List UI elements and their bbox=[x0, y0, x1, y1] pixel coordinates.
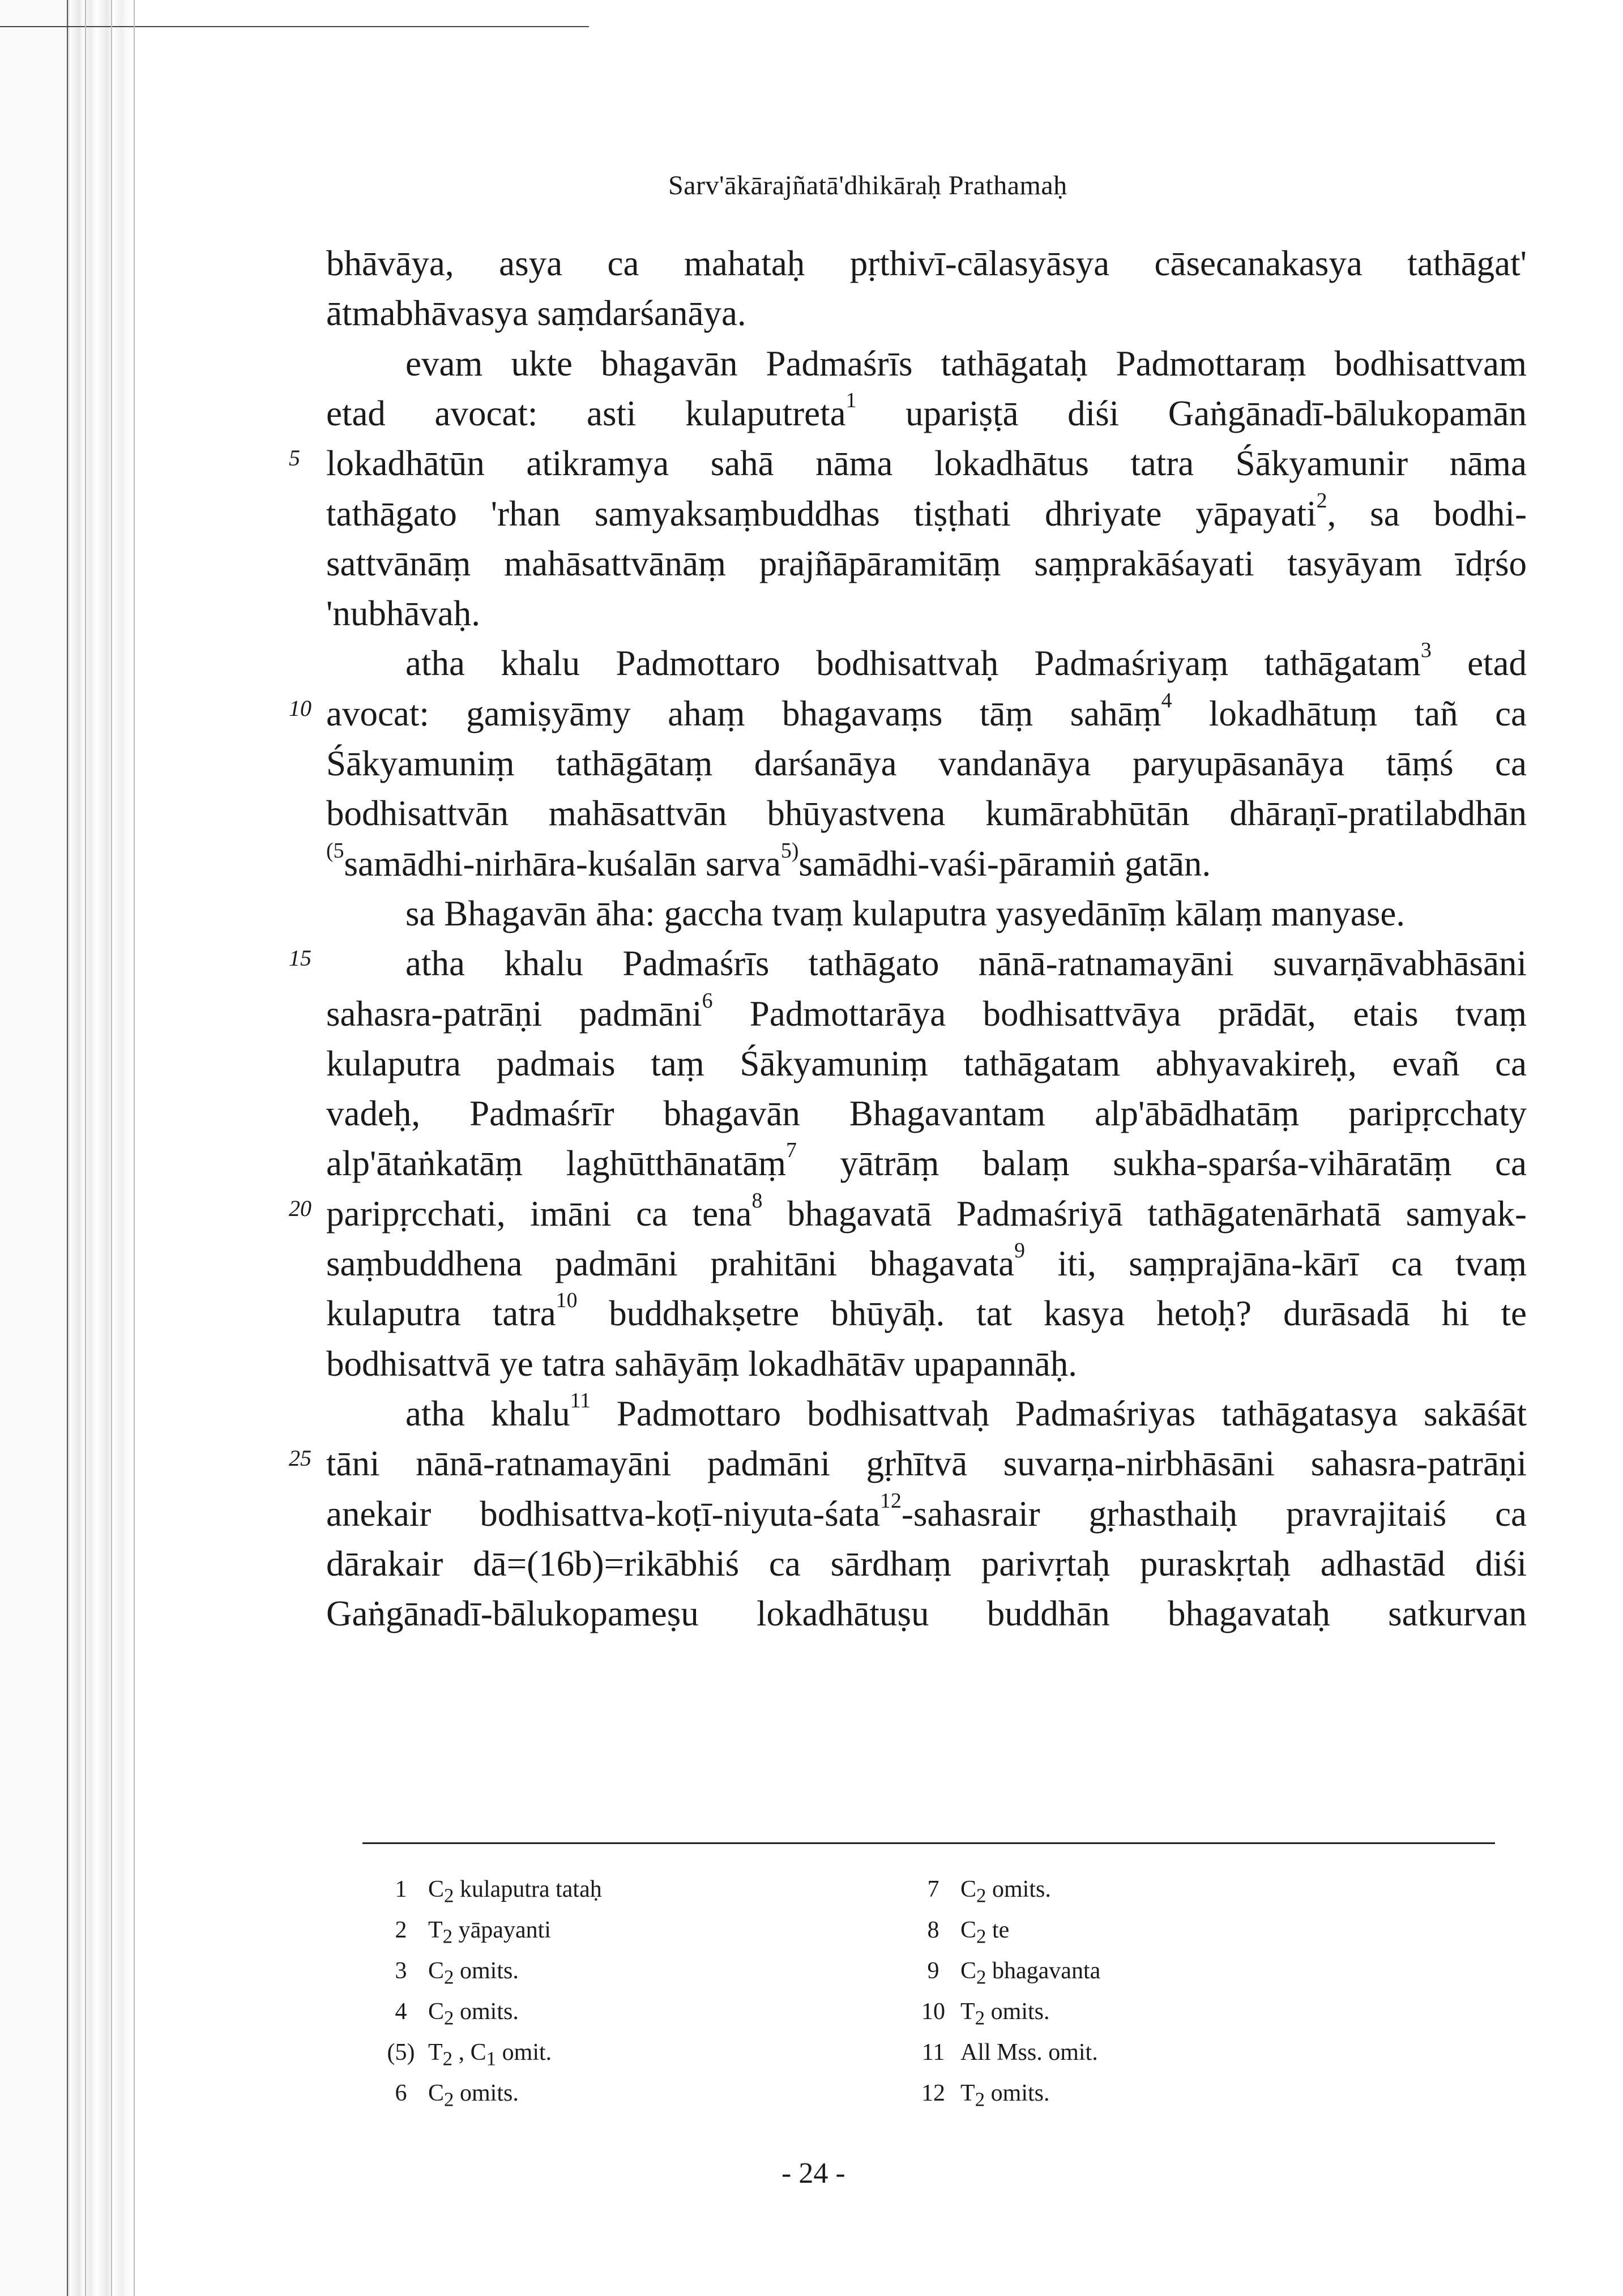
footnote-number: 2 bbox=[395, 1917, 407, 1943]
footnote bbox=[906, 1869, 1100, 1910]
text-line: 'nubhāvaḥ. bbox=[326, 594, 481, 634]
footnote-text: All Mss. omit. bbox=[960, 2039, 1098, 2065]
footnote-text: $T_2$ omits. bbox=[960, 2080, 1050, 2111]
text-line: paripṛcchati, imāni ca tena$^8$ bhagavatā Padmaśriyā tathāgatenārhatā samyak- bbox=[326, 1188, 1527, 1234]
footnote-number: 1 bbox=[395, 1876, 407, 1902]
footnote bbox=[906, 1951, 1100, 1991]
text-line: avocat: gamiṣyāmy ahaṃ bhagavaṃs tāṃ sahāṃ$^4$ lokadhātuṃ tañ ca bbox=[326, 688, 1527, 733]
text-line: tāni nānā-ratnamayāni padmāni gṛhītvā suvarṇa-nirbhāsāni sahasra-patrāṇi bbox=[326, 1444, 1527, 1484]
text-line: atha khalu$^{11}$ Padmottaro bodhisattvaḥ Padmaśriyas tathāgatasya sakāśāt bbox=[405, 1388, 1527, 1433]
text-line: kulaputra tatra$^{10}$ buddhakṣetre bhūyāḥ. tat kasya hetoḥ? durāsadā hi te bbox=[326, 1288, 1527, 1334]
footnote-number: 7 bbox=[927, 1876, 939, 1902]
footnote bbox=[374, 2073, 602, 2114]
text-line: alp'ātaṅkatāṃ laghūtthānatāṃ$^7$ yātrāṃ balaṃ sukha-sparśa-vihāratāṃ ca bbox=[326, 1138, 1527, 1184]
text-line: sa Bhagavān āha: gaccha tvaṃ kulaputra yasyedānīṃ kālaṃ manyase. bbox=[405, 893, 1406, 933]
footnote bbox=[374, 1951, 602, 1991]
footnotes-right bbox=[906, 1869, 1100, 2114]
footnote bbox=[906, 1910, 1100, 1951]
footnote-text: $C_2$ omits. bbox=[428, 1958, 519, 1988]
footnote-number: 8 bbox=[927, 1917, 939, 1943]
footnote-number: 11 bbox=[921, 2039, 945, 2065]
footnote-text: $T_2$ yāpayanti bbox=[428, 1917, 551, 1948]
text-line: bodhisattvā ye tatra sahāyāṃ lokadhātāv upapannāḥ. bbox=[326, 1343, 1078, 1384]
footnote bbox=[374, 1910, 602, 1951]
text-line: vadeḥ, Padmaśrīr bhagavān Bhagavantam alp'ābādhatāṃ paripṛcchaty bbox=[326, 1094, 1527, 1134]
scan-line bbox=[134, 0, 135, 2296]
text-line: ātmabhāvasya saṃdarśanāya. bbox=[326, 293, 746, 334]
scan-line bbox=[85, 0, 86, 2296]
text-line: bodhisattvān mahāsattvān bhūyastvena kumārabhūtān dhāraṇī-pratilabdhān bbox=[326, 793, 1527, 834]
text-line: Śākyamuniṃ tathāgātaṃ darśanāya vandanāya paryupāsanāya tāṃś ca bbox=[326, 744, 1527, 783]
scan-line bbox=[111, 0, 112, 2296]
footnote bbox=[906, 2032, 1100, 2073]
footnote-text: $C_2$ omits. bbox=[428, 2080, 519, 2111]
footnote-number: 9 bbox=[927, 1958, 939, 1984]
footnote-number: 10 bbox=[921, 1999, 945, 2025]
line-number: 15 bbox=[289, 945, 311, 971]
footnote bbox=[906, 1991, 1100, 2032]
footnote-number: 6 bbox=[395, 2080, 407, 2106]
footnote bbox=[374, 1869, 602, 1910]
text-line: atha khalu Padmaśrīs tathāgato nānā-ratnamayāni suvarṇāvabhāsāni bbox=[405, 944, 1527, 984]
footnote-text: $C_2$ bhagavanta bbox=[960, 1958, 1101, 1988]
text-line: kulaputra padmais taṃ Śākyamuniṃ tathāgatam abhyavakireḥ, evañ ca bbox=[326, 1043, 1527, 1083]
footnote bbox=[374, 1991, 602, 2032]
text-line: saṃbuddhena padmāni prahitāni bhagavata$^9$ iti, saṃprajāna-kārī ca tvaṃ bbox=[326, 1238, 1527, 1283]
text-line: sahasra-patrāṇi padmāni$^6$ Padmottarāya bodhisattvāya prādāt, etais tvaṃ bbox=[326, 988, 1527, 1034]
text-line: bhāvāya, asya ca mahataḥ pṛthivī-cālasyāsya cāsecanakasya tathāgat' bbox=[326, 244, 1527, 283]
footnote-text: $C_2$ kulaputra tataḥ bbox=[428, 1876, 602, 1907]
text-line: etad avocat: asti kulaputreta$^1$ upariṣṭā diśi Gaṅgānadī-bālukopamān bbox=[326, 388, 1527, 433]
text-line: lokadhātūn atikramya sahā nāma lokadhātus tatra Śākyamunir nāma bbox=[326, 443, 1527, 484]
footnote-text: $C_2$ te bbox=[960, 1917, 1010, 1948]
footnote-number: 4 bbox=[395, 1999, 407, 2025]
text-line: Gaṅgānadī-bālukopameṣu lokadhātuṣu buddhān bhagavataḥ satkurvan bbox=[326, 1594, 1527, 1634]
footnote-text: $T_2$ omits. bbox=[960, 1999, 1050, 2029]
line-number: 5 bbox=[289, 445, 300, 471]
footnote-number: 12 bbox=[921, 2080, 945, 2106]
footnote-rule bbox=[362, 1842, 1495, 1844]
scan-edge-bar bbox=[0, 0, 68, 2296]
text-line: tathāgato 'rhan samyaksaṃbuddhas tiṣṭhati dhriyate yāpayati$^2$, sa bodhi- bbox=[326, 488, 1527, 534]
line-number: 10 bbox=[289, 695, 311, 721]
text-line: $^{(5}$samādhi-nirhāra-kuśalān sarva$^{5)}$samādhi-vaśi-pāramiṅ gatān. bbox=[326, 838, 1211, 884]
footnote-text: $C_2$ omits. bbox=[428, 1999, 519, 2029]
footnotes-left bbox=[374, 1869, 602, 2114]
text-line: sattvānāṃ mahāsattvānāṃ prajñāpāramitāṃ saṃprakāśayati tasyāyam īdṛśo bbox=[326, 543, 1527, 583]
line-number: 20 bbox=[289, 1195, 311, 1221]
page-number: - 24 - bbox=[781, 2157, 845, 2190]
footnote bbox=[374, 2032, 602, 2073]
footnote-number: (5) bbox=[387, 2039, 415, 2065]
footnote-text: $C_2$ omits. bbox=[960, 1876, 1051, 1907]
footnote-number: 3 bbox=[395, 1958, 407, 1984]
text-line: evam ukte bhagavān Padmaśrīs tathāgataḥ Padmottaraṃ bodhisattvam bbox=[405, 343, 1527, 383]
text-line: anekair bodhisattva-koṭī-niyuta-śata$^{12}$-sahasrair gṛhasthaiḥ pravrajitaiś ca bbox=[326, 1488, 1527, 1534]
line-number: 25 bbox=[289, 1445, 311, 1471]
text-line: atha khalu Padmottaro bodhisattvaḥ Padmaśriyaṃ tathāgatam$^3$ etad bbox=[405, 638, 1527, 684]
scan-top-edge bbox=[0, 0, 589, 27]
footnote bbox=[906, 2073, 1100, 2114]
text-line: dārakair dā=(16b)=rikābhiś ca sārdhaṃ parivṛtaḥ puraskṛtaḥ adhastād diśi bbox=[326, 1543, 1527, 1584]
footnote-text: $T_2$ , $C_1$ omit. bbox=[428, 2039, 552, 2070]
page-header: Sarv'ākārajñatā'dhikāraḥ Prathamaḥ bbox=[668, 170, 1067, 200]
